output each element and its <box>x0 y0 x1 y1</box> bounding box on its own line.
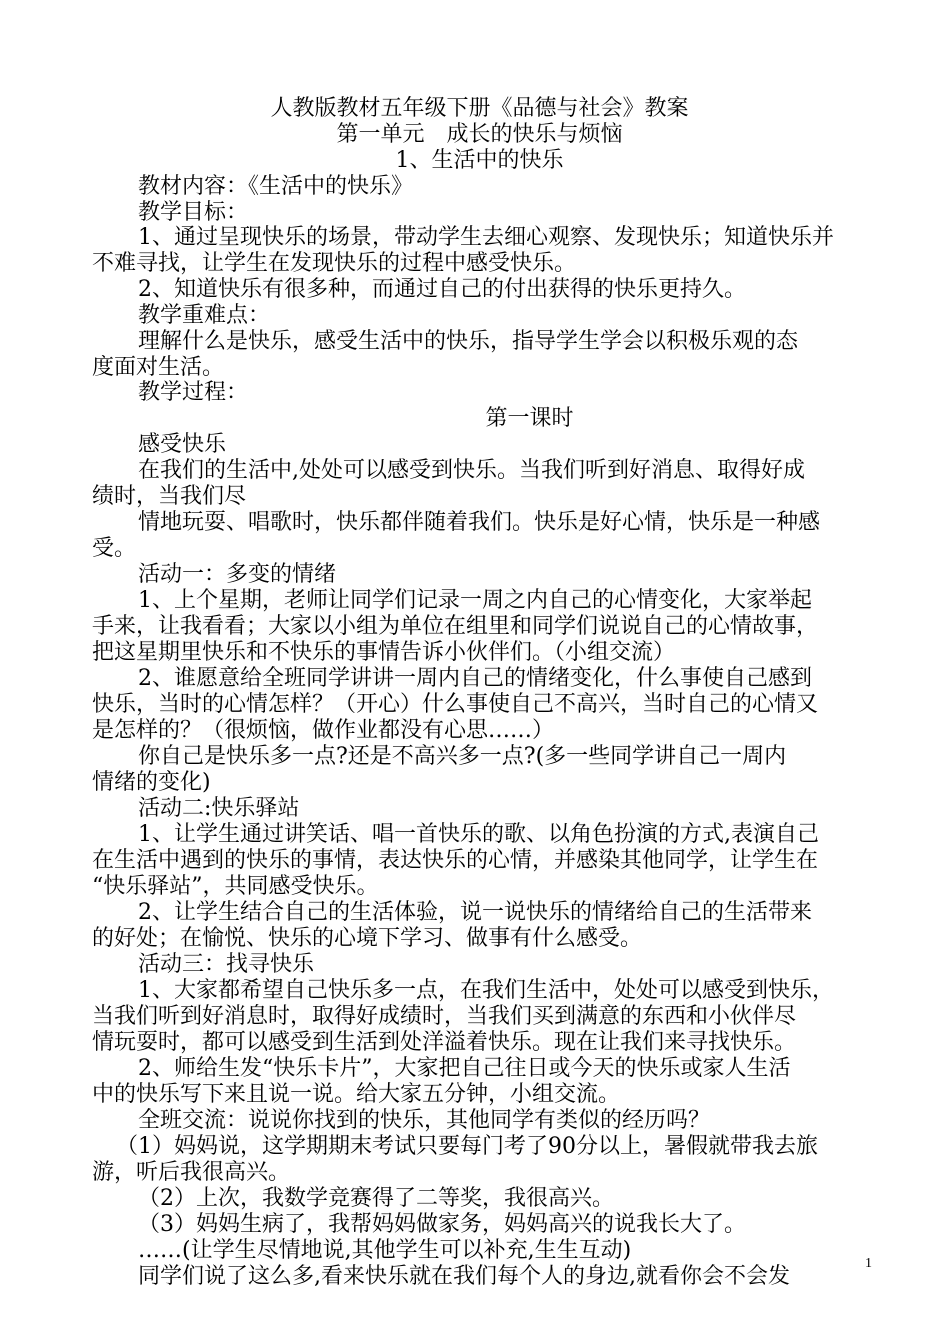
paragraph-line: 1、让学生通过讲笑话、唱一首快乐的歌、以角色扮演的方式,表演自己 <box>138 822 819 847</box>
paragraph-line: 你自己是快乐多一点?还是不高兴多一点?(多一些同学讲自己一周内 <box>138 744 787 769</box>
process-label: 教学过程： <box>138 380 249 405</box>
paragraph-line: 度面对生活。 <box>92 355 225 380</box>
page-number: 1 <box>865 1256 872 1271</box>
paragraph-line: 情地玩耍、唱歌时，快乐都伴随着我们。快乐是好心情，快乐是一种感 <box>138 510 821 535</box>
paragraph-line: 情绪的变化) <box>92 770 211 795</box>
paragraph-line: （1）妈妈说，这学期期末考试只要每门考了90分以上，暑假就带我去旅 <box>116 1134 818 1159</box>
paragraph-line: 手来，让我看看；大家以小组为单位在组里和同学们说说自己的心情故事， <box>92 614 819 639</box>
paragraph-line: 游，听后我很高兴。 <box>92 1160 291 1185</box>
paragraph-line: 在我们的生活中,处处可以感受到快乐。当我们听到好消息、取得好成 <box>138 458 805 483</box>
paragraph-line: 中的快乐写下来且说一说。给大家五分钟，小组交流。 <box>92 1082 621 1107</box>
paragraph-line: 2、让学生结合自己的生活体验，说一说快乐的情绪给自己的生活带来 <box>138 900 812 925</box>
paragraph-line: 绩时，当我们尽 <box>92 484 247 509</box>
paragraph-line: 把这星期里快乐和不快乐的事情告诉小伙伴们。（小组交流） <box>92 640 676 665</box>
paragraph-line: ……(让学生尽情地说,其他学生可以补充,生生互动) <box>138 1238 632 1263</box>
paragraph-line: 1、通过呈现快乐的场景，带动学生去细心观察、发现快乐；知道快乐并 <box>138 225 834 250</box>
paragraph-line: 是怎样的？（很烦恼，做作业都没有心思……） <box>92 718 555 743</box>
paragraph-line: 2、知道快乐有很多种，而通过自己的付出获得的快乐更持久。 <box>138 277 746 302</box>
paragraph-line: 1、上个星期，老师让同学们记录一周之内自己的心情变化，大家举起 <box>138 588 812 613</box>
paragraph-line: 的好处；在愉悦、快乐的心境下学习、做事有什么感受。 <box>92 926 643 951</box>
paragraph-line: 受。 <box>92 536 137 561</box>
paragraph-line: 在生活中遇到的快乐的事情，表达快乐的心情，并感染其他同学，让学生在 <box>92 848 819 873</box>
section-heading: 活动二:快乐驿站 <box>138 796 300 821</box>
paragraph-line: （3）妈妈生病了，我帮妈妈做家务，妈妈高兴的说我长大了。 <box>138 1212 746 1237</box>
lesson-heading: 1、生活中的快乐 <box>395 148 564 173</box>
unit-heading: 第一单元 成长的快乐与烦恼 <box>336 122 623 147</box>
section-heading: 活动一：多变的情绪 <box>138 562 337 587</box>
paragraph-line: 不难寻找，让学生在发现快乐的过程中感受快乐。 <box>92 251 577 276</box>
paragraph-line: “快乐驿站”，共同感受快乐。 <box>92 874 379 899</box>
period-heading: 第一课时 <box>485 406 574 431</box>
paragraph-line: （2）上次，我数学竞赛得了二等奖，我很高兴。 <box>138 1186 614 1211</box>
goals-label: 教学目标： <box>138 200 249 225</box>
paragraph-line: 2、师给生发“快乐卡片”，大家把自己往日或今天的快乐或家人生活 <box>138 1056 791 1081</box>
document-title: 人教版教材五年级下册《品德与社会》教案 <box>270 96 689 121</box>
key-label: 教学重难点： <box>138 303 271 328</box>
section-heading: 感受快乐 <box>138 432 227 457</box>
section-heading: 活动三：找寻快乐 <box>138 952 315 977</box>
content-label: 教材内容：《生活中的快乐》 <box>138 174 414 199</box>
paragraph-line: 全班交流：说说你找到的快乐，其他同学有类似的经历吗？ <box>138 1108 711 1133</box>
paragraph-line: 2、谁愿意给全班同学讲讲一周内自己的情绪变化，什么事使自己感到 <box>138 666 812 691</box>
paragraph-line: 同学们说了这么多,看来快乐就在我们每个人的身边,就看你会不会发 <box>138 1264 790 1289</box>
paragraph-line: 快乐，当时的心情怎样？（开心）什么事使自己不高兴，当时自己的心情又 <box>92 692 819 717</box>
paragraph-line: 当我们听到好消息时，取得好成绩时，当我们买到满意的东西和小伙伴尽 <box>92 1004 797 1029</box>
paragraph-line: 理解什么是快乐，感受生活中的快乐，指导学生学会以积极乐观的态 <box>138 329 799 354</box>
paragraph-line: 情玩耍时，都可以感受到生活到处洋溢着快乐。现在让我们来寻找快乐。 <box>92 1030 797 1055</box>
paragraph-line: 1、大家都希望自己快乐多一点，在我们生活中，处处可以感受到快乐， <box>138 978 834 1003</box>
